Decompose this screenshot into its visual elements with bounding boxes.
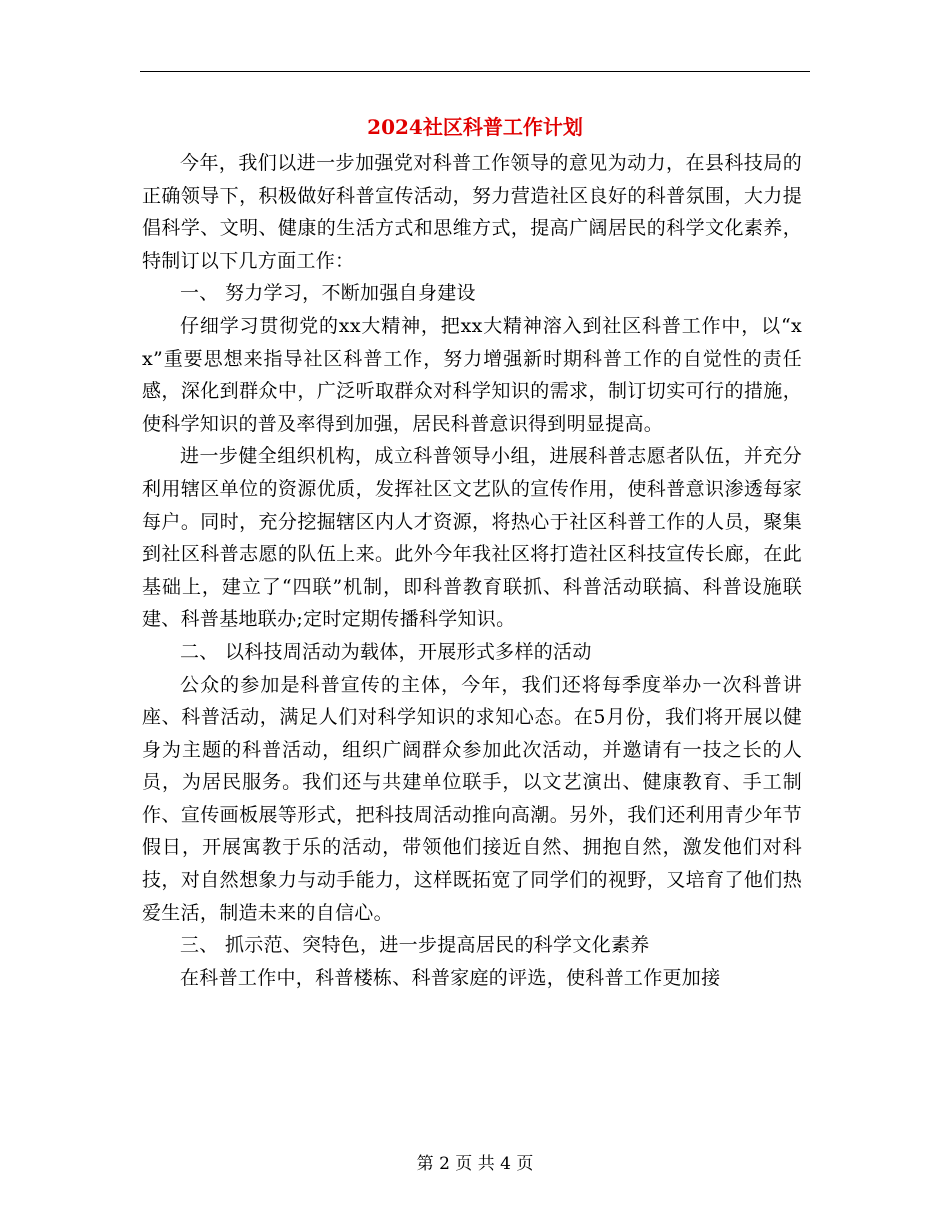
section-heading-3: 三、 抓示范、突特色，进一步提高居民的科学文化素养 — [180, 934, 650, 957]
paragraph-demonstration: 在科普工作中，科普楼栋、科普家庭的评选，使科普工作更加接 — [180, 966, 721, 989]
document-title: 2024社区科普工作计划 — [367, 115, 583, 139]
section-heading-2: 二、 以科技周活动为载体，开展形式多样的活动 — [180, 640, 592, 663]
paragraph-organization: 进一步健全组织机构，成立科普领导小组，进展科普志愿者队伍，并充分利用辖区单位的资源优质，发挥社区文艺队的宣传作用，使科普意识渗透每家每户。同时，充分挖掘辖区内人才资源，将热心于社区科普工作的人员，聚集到社区科普志愿的队伍上来。此外今年我社区将打造社区科技宣传长廊，在此基础上，建立了“四联”机制，即科普教育联抓、科普活动联搞、科普设施联建、科普基地联办;定时定期传播科学知识。 — [142, 445, 802, 631]
page-number-footer: 第 2 页 共 4 页 — [416, 1154, 534, 1174]
paragraph-intro: 今年，我们以进一步加强党对科普工作领导的意见为动力，在县科技局的正确领导下，积极做好科普宣传活动，努力营造社区良好的科普氛围，大力提倡科学、文明、健康的生活方式和思维方式，提高广阔居民的科学文化素养，特制订以下几方面工作： — [142, 152, 802, 272]
header-rule — [140, 71, 810, 72]
paragraph-activities: 公众的参加是科普宣传的主体，今年，我们还将每季度举办一次科普讲座、科普活动，满足人们对科学知识的求知心态。在5月份，我们将开展以健身为主题的科普活动，组织广阔群众参加此次活动，并邀请有一技之长的人员，为居民服务。我们还与共建单位联手，以文艺演出、健康教育、手工制作、宣传画板展等形式，把科技周活动推向高潮。另外，我们还利用青少年节假日，开展寓教于乐的活动，带领他们接近自然、拥抱自然，激发他们对科技，对自然想象力与动手能力，这样既拓宽了同学们的视野，又培育了他们热爱生活，制造未来的自信心。 — [142, 673, 802, 924]
document-body — [142, 147, 802, 994]
paragraph-study: 仔细学习贯彻党的xx大精神，把xx大精神溶入到社区科普工作中，以“xx”重要思想来指导社区科普工作，努力增强新时期科普工作的自觉性的责任感，深化到群众中，广泛听取群众对科学知识的需求，制订切实可行的措施，使科学知识的普及率得到加强，居民科普意识得到明显提高。 — [142, 314, 802, 435]
section-heading-1: 一、 努力学习，不断加强自身建设 — [180, 282, 476, 305]
